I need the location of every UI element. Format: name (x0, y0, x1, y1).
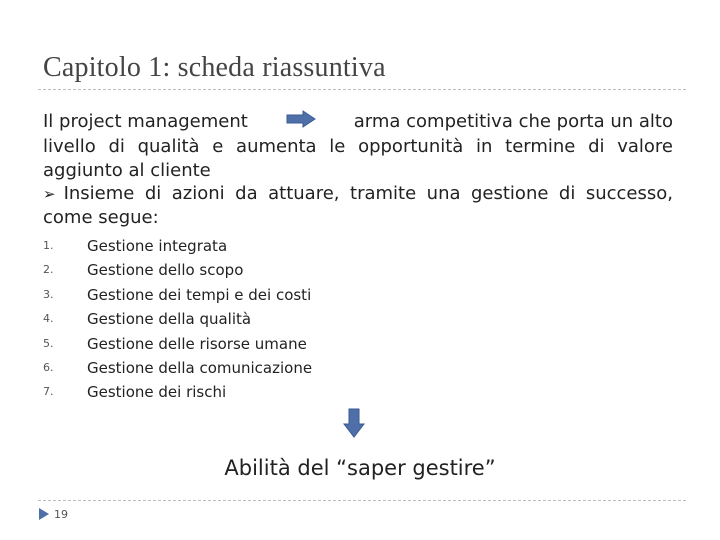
list-number: 5. (43, 336, 54, 350)
list-item (43, 258, 312, 282)
bullet-paragraph (43, 182, 673, 230)
list-text: Gestione dello scopo (87, 261, 244, 280)
intro-line1-right: arma competitiva che porta un alto (353, 111, 673, 132)
list-text: Gestione della qualità (87, 310, 252, 329)
list-text: Gestione dei tempi e dei costi (87, 285, 312, 304)
arrowhead-bullet-icon: ➢ (43, 185, 56, 203)
list-text: Gestione della comunicazione (87, 359, 313, 378)
intro-paragraph (43, 110, 673, 183)
footer-divider (38, 500, 686, 501)
list-text: Gestione delle risorse umane (87, 334, 307, 353)
list-number: 7. (43, 385, 54, 399)
arrow-down-icon (343, 408, 365, 442)
list-item (43, 380, 312, 404)
list-text: Gestione integrata (87, 237, 228, 255)
conclusion-text: Abilità del “saper gestire” (224, 456, 496, 480)
page-marker-icon (38, 506, 50, 525)
list-number: 6. (43, 361, 54, 375)
list-number: 4. (43, 312, 54, 326)
list-item (43, 234, 312, 258)
slide-title: Capitolo 1: scheda riassuntiva (43, 52, 386, 83)
list-number: 3. (43, 287, 54, 301)
title-divider (38, 89, 686, 90)
list-item (43, 356, 312, 380)
list-item (43, 307, 312, 331)
list-item (43, 332, 312, 356)
intro-first-line (43, 110, 673, 135)
page-number: 19 (54, 508, 68, 521)
management-list (43, 234, 312, 405)
list-item (43, 283, 312, 307)
list-text: Gestione dei rischi (87, 383, 227, 402)
bullet-text: Insieme di azioni da attuare, tramite una gestione di successo, come segue: (43, 183, 673, 228)
list-number: 2. (43, 263, 54, 277)
intro-continuation: livello di qualità e aumenta le opportunità in termine di valore aggiunto al cliente (43, 136, 673, 181)
list-number: 1. (43, 239, 54, 252)
intro-line1-left: Il project management (43, 111, 248, 132)
arrow-right-icon (286, 110, 316, 135)
